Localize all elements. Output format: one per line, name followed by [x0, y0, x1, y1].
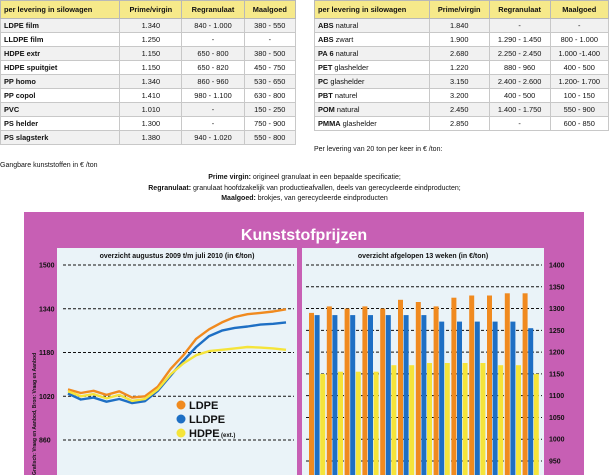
table-row [1, 103, 296, 117]
bar-hdpe [463, 363, 468, 475]
price-cell: 600 - 850 [550, 117, 608, 131]
material-name-cell: PP homo [1, 75, 120, 89]
chart-main-title: Kunststofprijzen [240, 227, 368, 244]
bar-lldpe [493, 322, 498, 475]
table-row [315, 103, 609, 117]
price-cell: 1.010 [120, 103, 182, 117]
bar-chart-y-tick: 1200 [549, 349, 565, 357]
material-name-cell [315, 75, 430, 89]
bar-ldpe [487, 296, 492, 475]
bar-lldpe [368, 315, 373, 475]
material-grade: glashelder [328, 77, 365, 86]
bar-lldpe [421, 315, 426, 475]
bar-chart-y-tick: 950 [549, 458, 561, 466]
price-cell: 630 - 800 [244, 89, 295, 103]
bar-ldpe [434, 306, 439, 475]
definition-regranulaat [0, 184, 609, 195]
bar-hdpe [516, 365, 521, 475]
price-cell: 1.300 [120, 117, 182, 131]
bar-ldpe [362, 306, 367, 475]
material-code: PC [318, 77, 329, 86]
header-cell: Prime/virgin [120, 1, 182, 19]
definitions-block [0, 173, 609, 205]
table-row [315, 75, 609, 89]
line-chart-y-tick: 860 [39, 437, 51, 445]
bar-chart-y-tick: 1000 [549, 436, 565, 444]
bar-lldpe [510, 322, 515, 475]
price-cell: 1.150 [120, 47, 182, 61]
table-row [315, 117, 609, 131]
legend-label-suffix: (ext.) [221, 433, 236, 439]
table-row [315, 89, 609, 103]
bar-hdpe [409, 365, 414, 475]
price-cell: 550 - 900 [550, 103, 608, 117]
line-chart-source-label: Grafisch: Vraag en Aanbod, Bron: Vraag en Aanbod [32, 352, 38, 475]
table-header-row [315, 1, 609, 19]
bar-hdpe [480, 363, 485, 475]
price-cell: 650 - 820 [182, 61, 244, 75]
bar-chart-y-tick: 1100 [549, 393, 565, 401]
price-cell: - [182, 117, 244, 131]
price-cell: 150 - 250 [244, 103, 295, 117]
price-cell: 1.290 - 1.450 [489, 33, 550, 47]
bar-chart-y-tick: 1350 [549, 284, 565, 292]
material-name-cell: PP copol [1, 89, 120, 103]
bar-lldpe [528, 328, 533, 475]
table-header-row [1, 1, 296, 19]
price-cell: 450 - 750 [244, 61, 295, 75]
table-row [1, 61, 296, 75]
bar-ldpe [523, 293, 528, 475]
table-row [1, 117, 296, 131]
price-cell: 840 - 1.000 [182, 19, 244, 33]
material-name-cell: LLDPE film [1, 33, 120, 47]
header-cell: Regranulaat [489, 1, 550, 19]
price-cell: - [182, 103, 244, 117]
bar-ldpe [451, 298, 456, 475]
bar-ldpe [505, 293, 510, 475]
material-grade: glashelder [332, 63, 369, 72]
price-cell: 1.000 -1.400 [550, 47, 608, 61]
table-row [1, 33, 296, 47]
price-cell: 1.340 [120, 75, 182, 89]
material-name-cell: HDPE spuitgiet [1, 61, 120, 75]
price-cell: 380 - 550 [244, 19, 295, 33]
legend-label-hdpe: HDPE [189, 428, 220, 440]
bar-lldpe [457, 322, 462, 475]
bar-chart-subtitle: overzicht afgelopen 13 weken (in €/ton) [357, 253, 489, 260]
price-cell: 100 - 150 [550, 89, 608, 103]
definition-text: brokjes, van gerecycleerde eindproducten [255, 195, 388, 202]
material-name-cell: HDPE extr [1, 47, 120, 61]
material-name-cell [315, 47, 430, 61]
material-grade: natural [333, 49, 359, 58]
header-cell: Prime/virgin [429, 1, 489, 19]
legend-dot-hdpe [177, 429, 186, 438]
price-cell: - [182, 33, 244, 47]
material-name-cell [315, 33, 430, 47]
price-cell: 1.150 [120, 61, 182, 75]
table-row [1, 19, 296, 33]
price-cell: 3.200 [429, 89, 489, 103]
material-name-cell: PVC [1, 103, 120, 117]
bar-hdpe [320, 374, 325, 475]
material-name-cell [315, 19, 430, 33]
price-chart-figure [0, 212, 609, 475]
price-cell: 2.450 [429, 103, 489, 117]
bar-hdpe [374, 372, 379, 475]
price-cell: - [244, 33, 295, 47]
price-cell: 550 - 800 [244, 131, 295, 145]
price-cell: - [550, 19, 608, 33]
definition-term: Regranulaat: [148, 184, 192, 192]
bar-lldpe [386, 315, 391, 475]
header-cell: Maalgoed [244, 1, 295, 19]
definition-prime [0, 173, 609, 184]
definition-text: granulaat hoofdzakelijk van productieafvallen, deels van gerecycleerde eindproducten; [191, 184, 461, 192]
price-cell: 860 - 960 [182, 75, 244, 89]
price-cell: 880 - 960 [489, 61, 550, 75]
line-chart-y-tick: 1020 [39, 393, 55, 401]
price-cell: 400 - 500 [550, 61, 608, 75]
price-cell: 1.340 [120, 19, 182, 33]
legend-label-lldpe: LLDPE [189, 414, 226, 426]
bar-chart-y-tick: 1400 [549, 262, 565, 270]
definition-maalgoed [0, 194, 609, 205]
price-cell: 650 - 800 [182, 47, 244, 61]
bar-hdpe [391, 365, 396, 475]
bar-hdpe [445, 363, 450, 475]
line-chart-y-tick: 1180 [39, 350, 55, 357]
left-table-note: Gangbare kunststoffen in € /ton [0, 162, 98, 169]
header-cell: Maalgoed [550, 1, 608, 19]
material-code: ABS [318, 21, 334, 30]
bar-hdpe [427, 363, 432, 475]
bar-chart-y-tick: 1250 [549, 327, 565, 335]
bar-ldpe [309, 313, 314, 475]
line-chart-subtitle: overzicht augustus 2009 t/m juli 2010 (in €/ton) [99, 253, 255, 260]
material-name-cell: LDPE film [1, 19, 120, 33]
price-cell: 1.220 [429, 61, 489, 75]
price-cell: 1.380 [120, 131, 182, 145]
price-cell: 750 - 900 [244, 117, 295, 131]
bar-ldpe [380, 309, 385, 475]
line-chart-y-tick: 1340 [39, 306, 55, 314]
bar-lldpe [475, 322, 480, 475]
price-cell: 1.250 [120, 33, 182, 47]
material-grade: naturel [332, 91, 358, 100]
material-grade: zwart [333, 35, 354, 44]
bar-lldpe [315, 315, 320, 475]
table-row [1, 75, 296, 89]
bar-ldpe [469, 296, 474, 475]
bar-hdpe [498, 365, 503, 475]
price-cell: 2.680 [429, 47, 489, 61]
legend-label-ldpe: LDPE [189, 400, 219, 412]
price-cell: 800 - 1.000 [550, 33, 608, 47]
price-cell: 1.410 [120, 89, 182, 103]
material-code: ABS [318, 35, 334, 44]
bar-hdpe [338, 372, 343, 475]
material-grade: natural [333, 21, 359, 30]
price-cell: 400 - 500 [489, 89, 550, 103]
material-code: PET [318, 63, 333, 72]
price-cell: 1.200- 1.700 [550, 75, 608, 89]
legend-dot-lldpe [177, 415, 186, 424]
bar-lldpe [404, 315, 409, 475]
material-name-cell [315, 61, 430, 75]
bar-chart-y-tick: 1300 [549, 306, 565, 314]
material-grade: natural [334, 105, 360, 114]
table-row [315, 47, 609, 61]
table-row [315, 19, 609, 33]
right-price-table [314, 0, 609, 131]
bar-lldpe [332, 315, 337, 475]
definition-term: Maalgoed: [221, 195, 256, 202]
bar-ldpe [327, 306, 332, 475]
price-cell: 2.250 - 2.450 [489, 47, 550, 61]
bar-hdpe [356, 372, 361, 475]
material-grade: glashelder [340, 119, 377, 128]
price-cell: 1.900 [429, 33, 489, 47]
material-code: PA 6 [318, 49, 334, 58]
bar-ldpe [398, 300, 403, 475]
definition-term: Prime virgin: [208, 174, 251, 181]
bar-hdpe [534, 374, 539, 475]
line-chart-y-tick: 1500 [39, 262, 55, 270]
price-cell: - [489, 117, 550, 131]
bar-chart-y-tick: 1050 [549, 414, 565, 422]
bar-ldpe [416, 302, 421, 475]
material-name-cell [315, 117, 430, 131]
bar-ldpe [345, 309, 350, 475]
material-name-cell: PS helder [1, 117, 120, 131]
table-row [315, 61, 609, 75]
price-cell: - [489, 19, 550, 33]
material-code: POM [318, 105, 335, 114]
material-name-cell: PS slagsterk [1, 131, 120, 145]
price-cell: 980 - 1.100 [182, 89, 244, 103]
price-cell: 2.850 [429, 117, 489, 131]
material-code: PBT [318, 91, 333, 100]
price-cell: 940 - 1.020 [182, 131, 244, 145]
header-cell: per levering in silowagen [1, 1, 120, 19]
table-row [1, 89, 296, 103]
material-name-cell [315, 89, 430, 103]
material-code: PMMA [318, 119, 341, 128]
table-row [1, 131, 296, 145]
bar-lldpe [439, 322, 444, 475]
header-cell: per levering in silowagen [315, 1, 430, 19]
bar-lldpe [350, 315, 355, 475]
material-name-cell [315, 103, 430, 117]
header-cell: Regranulaat [182, 1, 244, 19]
left-price-table [0, 0, 296, 145]
price-cell: 3.150 [429, 75, 489, 89]
legend-dot-ldpe [177, 401, 186, 410]
price-cell: 530 - 650 [244, 75, 295, 89]
definition-text: origineel granulaat in een bepaalde specificatie; [250, 174, 401, 181]
table-row [315, 33, 609, 47]
price-cell: 380 - 500 [244, 47, 295, 61]
price-cell: 1.840 [429, 19, 489, 33]
price-cell: 2.400 - 2.600 [489, 75, 550, 89]
right-table-note: Per levering van 20 ton per keer in € /ton: [314, 146, 443, 153]
table-row [1, 47, 296, 61]
bar-chart-y-tick: 1150 [549, 371, 565, 379]
price-cell: 1.400 - 1.750 [489, 103, 550, 117]
